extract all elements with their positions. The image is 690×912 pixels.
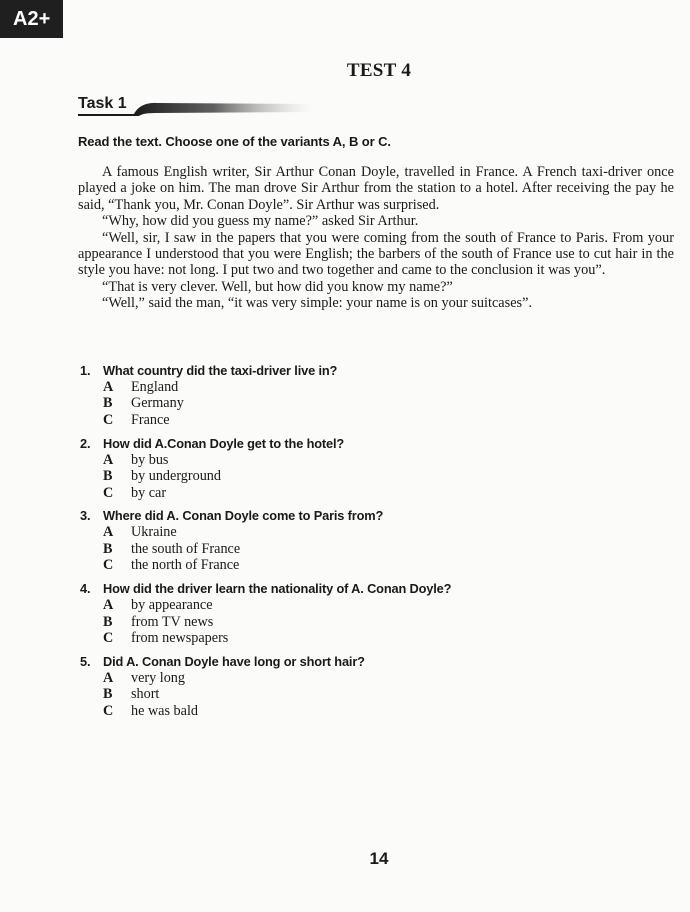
- page-number: 14: [369, 849, 389, 868]
- option-text: from newspapers: [131, 629, 229, 646]
- test-title: TEST 4: [346, 60, 412, 81]
- answer-option[interactable]: [80, 412, 640, 428]
- option-text: by underground: [131, 468, 221, 485]
- question-number: 3.: [80, 508, 91, 524]
- question-text: Where did A. Conan Doyle come to Paris from?: [103, 508, 384, 524]
- level-badge: A2+: [0, 0, 63, 38]
- option-text: he was bald: [131, 702, 198, 719]
- option-letter: C: [103, 557, 114, 574]
- answer-option[interactable]: [80, 379, 640, 395]
- question-number: 4.: [80, 581, 91, 597]
- answer-option[interactable]: [80, 703, 640, 719]
- option-text: by car: [131, 484, 167, 501]
- option-letter: A: [103, 669, 114, 686]
- option-letter: B: [103, 540, 113, 557]
- answer-option[interactable]: [80, 670, 640, 686]
- reading-text: [78, 164, 674, 312]
- answer-option[interactable]: [80, 485, 640, 501]
- task-label: Task 1: [78, 95, 127, 112]
- reading-paragraph: “Well, sir, I saw in the papers that you were coming from the south of France to Paris. From your appearance I understood that you were English; the barbers of the south of France use to cut hair in the style you have: not long. I put two and two together and came to the conclusion it was you”.: [78, 229, 674, 279]
- answer-option[interactable]: [80, 597, 640, 613]
- option-letter: A: [103, 379, 114, 395]
- question-number: 1.: [80, 363, 91, 378]
- answer-option[interactable]: [80, 557, 640, 573]
- question-5: [80, 653, 640, 719]
- question-number: 2.: [80, 435, 91, 451]
- option-letter: B: [103, 395, 113, 412]
- answer-option[interactable]: [80, 452, 640, 468]
- answer-option[interactable]: [80, 614, 640, 630]
- answer-option[interactable]: [80, 524, 640, 540]
- answer-option[interactable]: [80, 541, 640, 557]
- option-letter: C: [103, 484, 114, 501]
- reading-paragraph: “Why, how did you guess my name?” asked Sir Arthur.: [102, 213, 419, 230]
- option-text: the south of France: [131, 540, 241, 557]
- option-text: the north of France: [131, 557, 240, 574]
- option-text: very long: [131, 669, 185, 686]
- task-underline: [78, 114, 138, 116]
- option-letter: C: [103, 629, 114, 646]
- option-text: Germany: [131, 395, 184, 412]
- option-text: Ukraine: [131, 524, 177, 541]
- option-letter: A: [103, 597, 114, 614]
- reading-paragraph: A famous English writer, Sir Arthur Conan Doyle, travelled in France. A French taxi-driver once played a joke on him. The man drove Sir Arthur from the station to a hotel. After receiving the pay he said, “Thank you, Mr. Conan Doyle”. Sir Arthur was surprised.: [78, 164, 674, 213]
- question-4: [80, 580, 640, 646]
- option-letter: C: [103, 702, 114, 719]
- option-text: from TV news: [131, 613, 214, 630]
- option-text: England: [131, 379, 179, 395]
- option-letter: B: [103, 613, 113, 630]
- question-3: [80, 507, 640, 573]
- option-letter: A: [103, 451, 114, 468]
- answer-option[interactable]: [80, 686, 640, 702]
- reading-paragraph: “That is very clever. Well, but how did you know my name?”: [102, 278, 453, 295]
- option-text: by appearance: [131, 597, 213, 614]
- question-2: [80, 435, 640, 501]
- task-swoosh-decoration: [133, 100, 313, 116]
- answer-option[interactable]: [80, 468, 640, 484]
- task-header: [78, 95, 318, 117]
- option-text: France: [131, 411, 170, 428]
- question-list: [80, 362, 640, 726]
- option-letter: B: [103, 468, 113, 485]
- task-instruction: Read the text. Choose one of the variants A, B or C.: [78, 134, 391, 149]
- question-text: How did the driver learn the nationality of A. Conan Doyle?: [103, 581, 452, 597]
- answer-option[interactable]: [80, 630, 640, 646]
- question-number: 5.: [80, 653, 91, 669]
- option-letter: B: [103, 686, 113, 703]
- question-text: How did A.Conan Doyle get to the hotel?: [103, 435, 345, 451]
- reading-paragraph: “Well,” said the man, “it was very simple: your name is on your suitcases”.: [102, 295, 533, 312]
- option-text: by bus: [131, 451, 169, 468]
- question-text: What country did the taxi-driver live in?: [103, 363, 338, 378]
- question-text: Did A. Conan Doyle have long or short hair?: [103, 653, 365, 669]
- option-text: short: [131, 686, 160, 703]
- option-letter: A: [103, 524, 114, 541]
- option-letter: C: [103, 411, 114, 428]
- answer-option[interactable]: [80, 395, 640, 411]
- question-1: [80, 362, 640, 428]
